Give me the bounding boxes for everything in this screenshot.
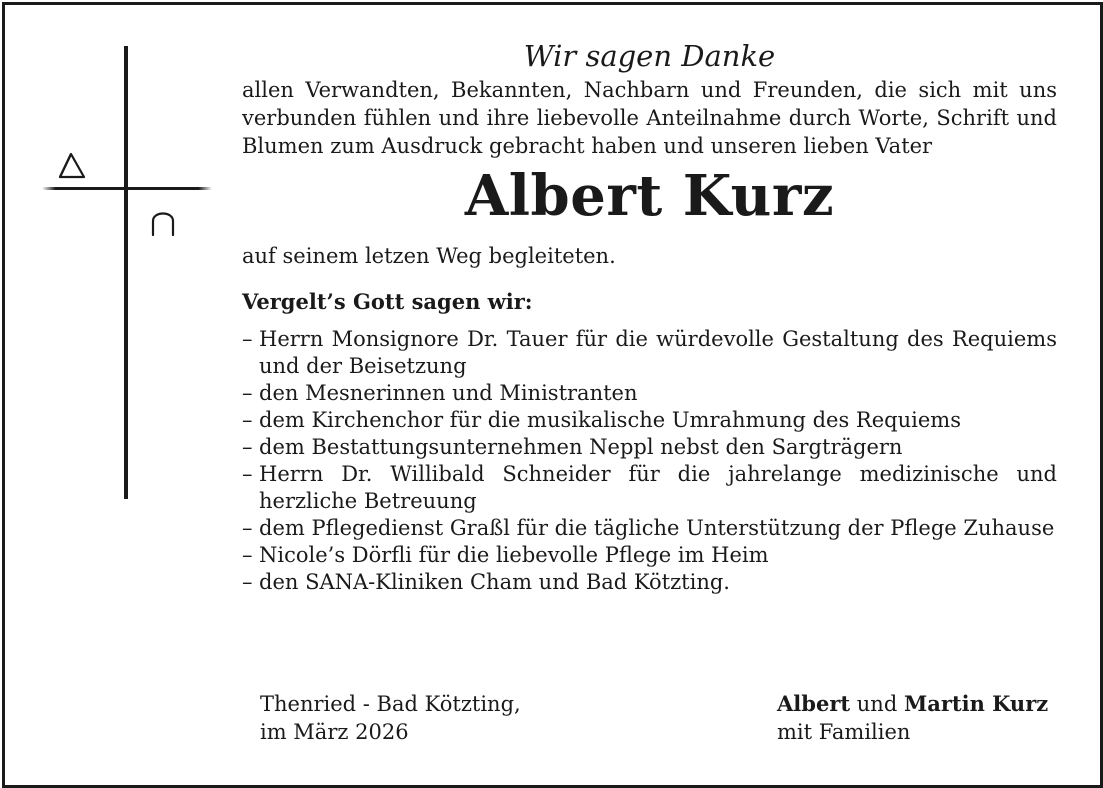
omega-icon	[149, 207, 177, 237]
notice-content	[242, 38, 1057, 596]
signers-line	[777, 690, 1048, 718]
footer-place-date	[260, 690, 521, 746]
signer-family: mit Familien	[777, 720, 911, 744]
alpha-icon	[57, 150, 87, 180]
list-item	[242, 515, 1057, 542]
list-item-text: dem Pflegedienst Graßl für die tägliche Unterstützung der Pflege Zuhause	[259, 516, 1055, 540]
cross-horizontal-bar	[42, 187, 212, 190]
date-text: im März 2026	[260, 720, 409, 744]
deceased-name: Albert Kurz	[464, 163, 835, 229]
list-item	[242, 569, 1057, 596]
list-item	[242, 434, 1057, 461]
list-item-text: dem Bestattungsunternehmen Neppl nebst den Sargträgern	[259, 435, 903, 459]
dash-marker: –	[242, 327, 253, 351]
list-item-text: den SANA-Kliniken Cham und Bad Kötzting.	[259, 570, 730, 594]
cross-vertical-bar	[124, 46, 128, 499]
notice-heading: Wir sagen Danke	[523, 39, 776, 73]
signer-first: Albert	[777, 691, 851, 716]
dash-marker: –	[242, 435, 253, 459]
signer-and: und	[856, 692, 898, 716]
signer-second: Martin Kurz	[903, 691, 1049, 716]
dash-marker: –	[242, 408, 253, 432]
intro-text: allen Verwandten, Bekannten, Nachbarn und Freunden, die sich mit uns verbunden fühlen und ihre liebevolle Anteilnahme durch Worte, Schrift und Blumen zum Ausdruck gebracht haben und unseren lieben Vater	[242, 78, 1057, 158]
place-text: Thenried - Bad Kötzting,	[260, 692, 521, 716]
list-item	[242, 407, 1057, 434]
list-item	[242, 461, 1057, 515]
dash-marker: –	[242, 516, 253, 540]
list-item	[242, 380, 1057, 407]
list-item-text: den Mesnerinnen und Ministranten	[259, 381, 638, 405]
list-item-text: Herrn Monsignore Dr. Tauer für die würdevolle Gestaltung des Requiems und der Beisetzung	[259, 327, 1057, 378]
list-item-text: Nicole’s Dörfli für die liebevolle Pflege im Heim	[259, 543, 769, 567]
list-item-text: Herrn Dr. Willibald Schneider für die jahrelange medizinische und herzliche Betreuung	[259, 462, 1057, 513]
footer-signers	[777, 690, 1048, 746]
dash-marker: –	[242, 543, 253, 567]
thanks-title: Vergelt’s Gott sagen wir:	[242, 289, 533, 314]
thanks-list	[242, 326, 1057, 596]
list-item	[242, 542, 1057, 569]
dash-marker: –	[242, 381, 253, 405]
list-item-text: dem Kirchenchor für die musikalische Umrahmung des Requiems	[259, 408, 961, 432]
dash-marker: –	[242, 570, 253, 594]
after-name-text: auf seinem letzen Weg begleiteten.	[242, 244, 616, 268]
dash-marker: –	[242, 462, 253, 486]
list-item	[242, 326, 1057, 380]
